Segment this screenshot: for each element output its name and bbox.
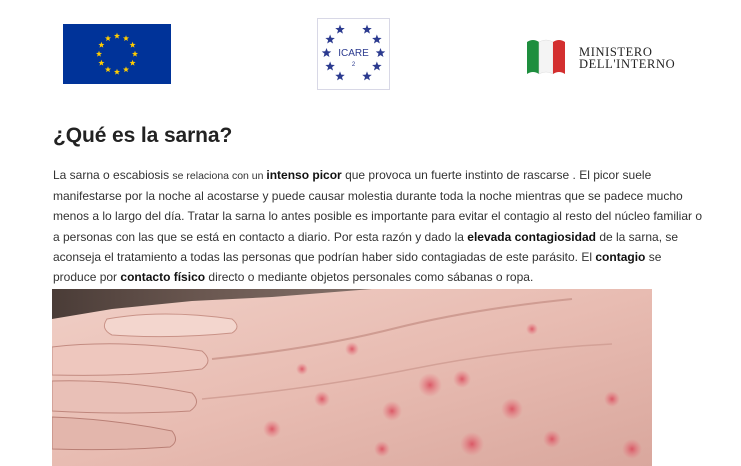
ministero-line2: DELL'INTERNO: [579, 57, 676, 71]
ministero-text: [579, 46, 675, 70]
star-icon: [325, 35, 335, 44]
icare-text: ICARE: [338, 48, 369, 59]
italian-flag-emblem-icon: [525, 36, 569, 76]
star-icon: [335, 25, 345, 34]
page-title: ¿Qué es la sarna?: [53, 124, 233, 147]
icare-logo: [317, 18, 390, 90]
star-icon: [372, 62, 382, 71]
scabies-hand-photo: [52, 289, 652, 466]
star-icon: [362, 25, 372, 34]
logo-bar: [0, 0, 741, 110]
highlight-elevada-contagiosidad: elevada contagiosidad: [467, 229, 596, 244]
highlight-intenso-picor: intenso picor: [266, 168, 342, 182]
star-icon: [335, 71, 345, 80]
ministero-line1: MINISTERO: [579, 45, 653, 59]
icare-number: 2: [351, 62, 356, 68]
highlight-contagio: contagio: [595, 249, 646, 264]
eu-flag-icon: [63, 24, 171, 84]
star-icon: [325, 62, 335, 71]
star-icon: [372, 35, 382, 44]
star-icon: [322, 48, 332, 57]
ministero-logo: [525, 36, 705, 76]
star-icon: [376, 48, 386, 57]
highlight-contacto-fisico: contacto físico: [120, 270, 206, 285]
article-paragraph: La sarna o escabiosis se relaciona con un intenso picor que provoca un fuerte instinto de rascarse . El picor suele manifestarse por la noche al acostarse y puede causar molestia durante toda la noche mientras que se padece mucho menos a lo largo del día. Tratar la sarna lo antes posible es importante para evitar el contagio al resto del núcleo familiar o a personas con las que se está en contacto a diario. Por esta razón y dado la elevada contagiosidad de la sarna, se aconseja el tratamiento a todas las personas que podrían haber sido contagiadas de este parásito. El contagio se produce por contacto físico directo o mediante objetos personales como sábanas o ropa.: [53, 168, 703, 285]
star-icon: [362, 71, 372, 80]
